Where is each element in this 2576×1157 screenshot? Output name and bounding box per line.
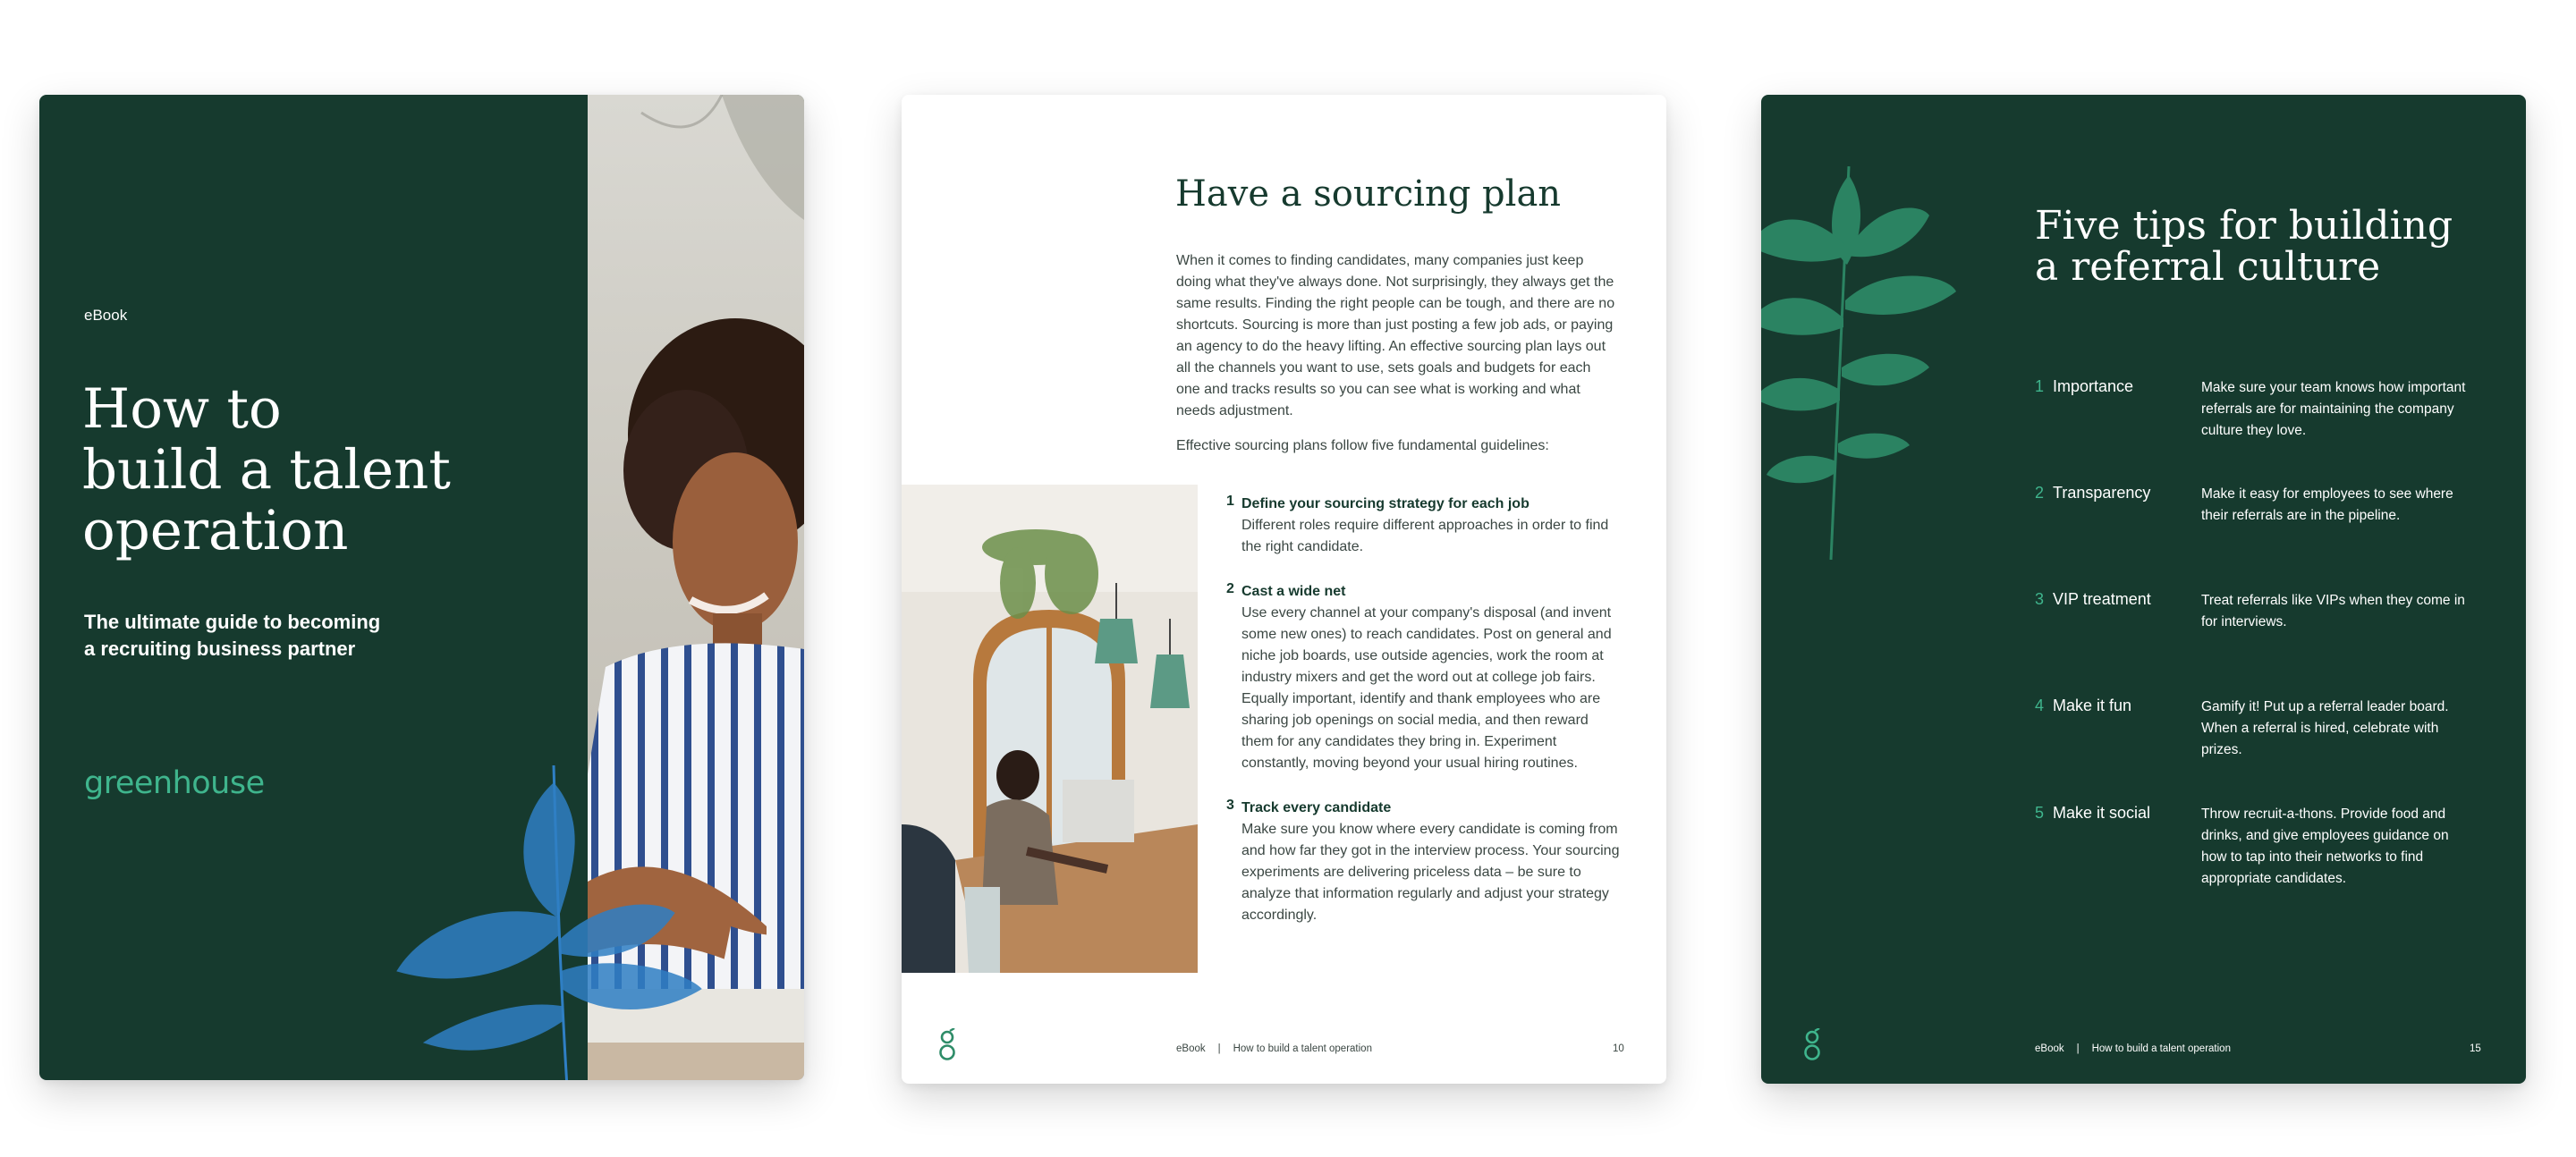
greenhouse-g-logo-icon <box>1802 1028 1822 1062</box>
greenhouse-g-logo-icon <box>937 1028 957 1062</box>
fern-leaf-illustration <box>388 747 710 1080</box>
footer-doc-title: How to build a talent operation <box>2091 1043 2231 1054</box>
tip-number: 4 <box>2035 697 2045 714</box>
tip-name: Make it social <box>2053 804 2151 822</box>
sourcing-intro: When it comes to finding candidates, many companies just keep doing what they've always done. Not surprisingly, they always get the same results. Finding the right people can be tough, and there are no shortcuts. Sourcing is more than just posting a few job ads, or paying an agency to do the heavy lifting. An effective sourcing plan lays out all the channels you want to use, sets goals and budgets for each one and tracks results so you can see what is working and what needs adjustment. <box>1176 253 1615 418</box>
footer-separator: | <box>1217 1043 1221 1054</box>
greenhouse-logo: greenhouse <box>84 765 265 801</box>
cover-title: How to build a talent operation <box>82 377 451 562</box>
tip-description: Make sure your team knows how important referrals are for maintaining the company culture they love. <box>2201 380 2466 438</box>
step-body: Make sure you know where every candidate is coming from and how far they got in the interview process. Your sourcing experiments are delivering priceless data – be sure to analyze that information regularly and adjust your strategy accordingly. <box>1241 822 1620 923</box>
footer-separator: | <box>2076 1043 2080 1054</box>
tip-name: Make it fun <box>2053 697 2132 714</box>
tip-description: Treat referrals like VIPs when they come in for interviews. <box>2201 593 2465 629</box>
referral-heading: Five tips for building a referral culture <box>2035 203 2453 290</box>
footer-doc-title: How to build a talent operation <box>1233 1043 1372 1054</box>
sourcing-step-3 <box>1226 798 1620 926</box>
tip-number: 3 <box>2035 590 2045 608</box>
sourcing-heading: Have a sourcing plan <box>1175 173 1562 215</box>
referral-culture-page <box>1761 95 2526 1084</box>
fern-leaf-illustration <box>1761 166 1965 560</box>
tip-name: Importance <box>2053 377 2134 395</box>
step-title: Cast a wide net <box>1241 584 1346 599</box>
step-number: 2 <box>1226 581 1234 596</box>
page-footer <box>1176 1043 1372 1054</box>
step-title: Track every candidate <box>1241 800 1392 815</box>
sourcing-lead: Effective sourcing plans follow five fundamental guidelines: <box>1176 438 1549 453</box>
tip-name: VIP treatment <box>2053 590 2151 608</box>
cover-page <box>39 95 804 1080</box>
step-number: 3 <box>1226 798 1234 813</box>
tip-number: 5 <box>2035 804 2045 822</box>
sourcing-step-1 <box>1226 494 1620 558</box>
tip-description: Make it easy for employees to see where their referrals are in the pipeline. <box>2201 486 2453 523</box>
step-body: Use every channel at your company's disposal (and invent some new ones) to reach candidates. Post on general and niche job boards, use outside agencies, work the room at industry mixers and get the word out at college job fairs. Equally important, identify and thank employees who are sharing job openings on social media, and then reward them for any candidates they bring in. Experiment constantly, moving beyond your usual hiring routines. <box>1241 605 1612 771</box>
step-title: Define your sourcing strategy for each job <box>1241 496 1530 511</box>
page-number: 15 <box>2470 1043 2481 1054</box>
tip-description: Gamify it! Put up a referral leader board. When a referral is hired, celebrate with prizes. <box>2201 699 2449 757</box>
step-body: Different roles require different approaches in order to find the right candidate. <box>1241 518 1609 554</box>
sourcing-step-2 <box>1226 581 1620 774</box>
cover-subtitle: The ultimate guide to becoming a recruiting business partner <box>84 611 381 660</box>
page-footer <box>2035 1043 2231 1054</box>
sourcing-plan-page <box>902 95 1666 1084</box>
page-number: 10 <box>1613 1043 1624 1054</box>
office-photo <box>902 485 1198 973</box>
step-number: 1 <box>1226 494 1234 509</box>
tip-number: 1 <box>2035 377 2045 395</box>
tip-name: Transparency <box>2053 484 2151 502</box>
footer-label: eBook <box>1176 1043 1206 1054</box>
cover-label: eBook <box>84 307 128 324</box>
tip-description: Throw recruit-a-thons. Provide food and drinks, and give employees guidance on how to tap into their networks to find appropriate candidates. <box>2201 807 2449 886</box>
footer-label: eBook <box>2035 1043 2064 1054</box>
sourcing-steps <box>1226 494 1620 950</box>
tip-number: 2 <box>2035 484 2045 502</box>
